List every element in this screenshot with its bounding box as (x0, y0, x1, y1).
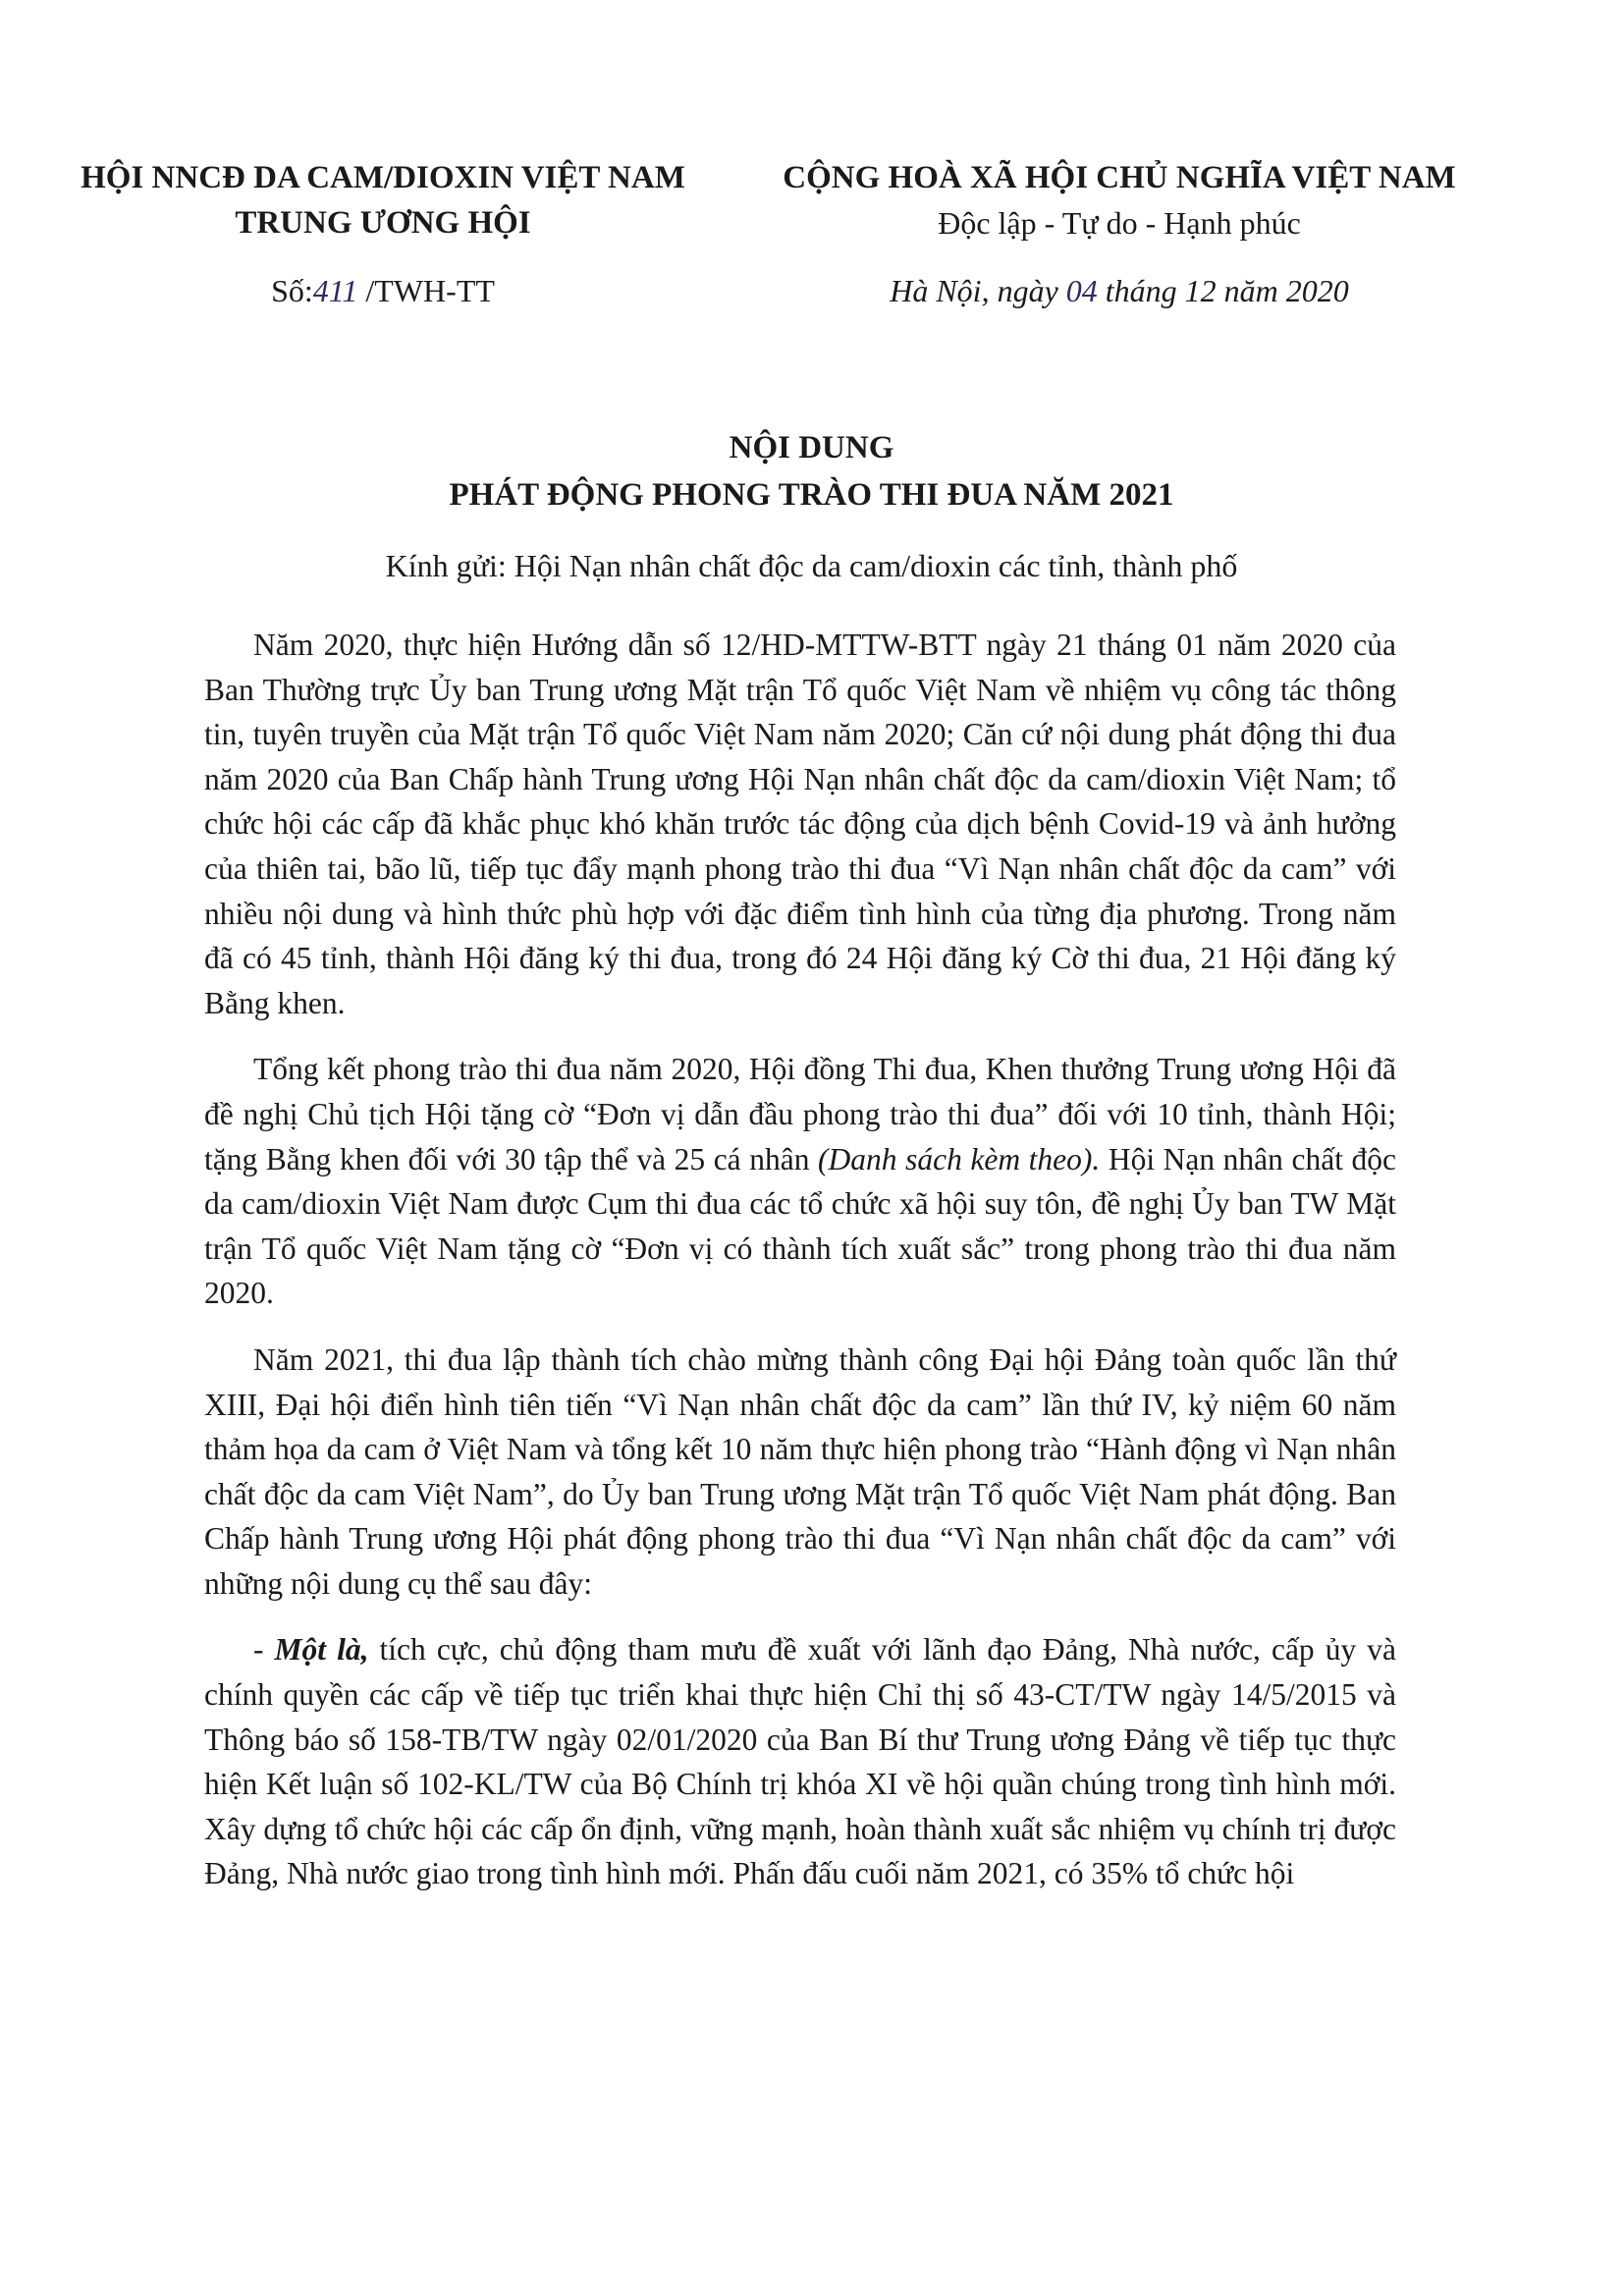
document-title (0, 424, 1623, 519)
title-line-2: PHÁT ĐỘNG PHONG TRÀO THI ĐUA NĂM 2021 (449, 477, 1174, 513)
paragraph-1: Năm 2020, thực hiện Hướng dẫn số 12/HD-MTTW-BTT ngày 21 tháng 01 năm 2020 của Ban Thường trực Ủy ban Trung ương Mặt trận Tổ quốc Việt Nam về nhiệm vụ công tác thông tin, tuyên truyền của Mặt trận Tổ quốc Việt Nam năm 2020; Căn cứ nội dung phát động thi đua năm 2020 của Ban Chấp hành Trung ương Hội Nạn nhân chất độc da cam/dioxin Việt Nam; tổ chức hội các cấp đã khắc phục khó khăn trước tác động của dịch bệnh Covid-19 và ảnh hưởng của thiên tai, bão lũ, tiếp tục đẩy mạnh phong trào thi đua “Vì Nạn nhân chất độc da cam” với nhiều nội dung và hình thức phù hợp với đặc điểm tình hình của từng địa phương. Trong năm đã có 45 tỉnh, thành Hội đăng ký thi đua, trong đó 24 Hội đăng ký Cờ thi đua, 21 Hội đăng ký Bằng khen. (204, 628, 1396, 1020)
document-number (49, 273, 717, 309)
issuer-organization: HỘI NNCĐ DA CAM/DIOXIN VIỆT NAM (81, 160, 685, 195)
paragraph-4 (204, 1627, 1396, 1896)
document-number-handwritten: 411 (312, 273, 358, 308)
paragraph-2-text-b: Hội Nạn nhân chất độc da cam/dioxin Việt Nam được Cụm thi đua các tổ chức xã hội suy tôn, đề nghị Ủy ban TW Mặt trận Tổ quốc Việt Nam tặng cờ “Đơn vị có thành tích xuất sắc” trong phong trào thi đua năm 2020. (204, 1141, 1396, 1311)
recipient-line: Kính gửi: Hội Nạn nhân chất độc da cam/dioxin các tỉnh, thành phố (385, 548, 1238, 583)
issuer-block (49, 155, 717, 246)
date-suffix: tháng 12 năm 2020 (1097, 273, 1349, 308)
national-motto: Độc lập - Tự do - Hạnh phúc (938, 205, 1301, 241)
national-motto-block (727, 155, 1512, 246)
paragraph-4-lead: Một là, (274, 1632, 369, 1667)
paragraph-2-italic-note: (Danh sách kèm theo). (818, 1141, 1101, 1176)
paragraph-4-dash: - (253, 1632, 275, 1667)
paragraph-3: Năm 2021, thi đua lập thành tích chào mừng thành công Đại hội Đảng toàn quốc lần thứ XIII, Đại hội điển hình tiên tiến “Vì Nạn nhân chất độc da cam” lần thứ IV, kỷ niệm 60 năm thảm họa da cam ở Việt Nam và tổng kết 10 năm thực hiện phong trào “Hành động vì Nạn nhân chất độc da cam Việt Nam”, do Ủy ban Trung ương Mặt trận Tổ quốc Việt Nam phát động. Ban Chấp hành Trung ương Hội phát động phong trào thi đua “Vì Nạn nhân chất độc da cam” với những nội dung cụ thể sau đây: (204, 1341, 1396, 1601)
date-prefix: Hà Nội, ngày (890, 273, 1066, 308)
country-name: CỘNG HOÀ XÃ HỘI CHỦ NGHĨA VIỆT NAM (783, 160, 1456, 195)
document-body (204, 623, 1396, 1896)
document-header (0, 155, 1623, 322)
date-day-handwritten: 04 (1065, 273, 1098, 308)
document-number-prefix: Số: (271, 273, 313, 308)
issuer-unit: TRUNG ƯƠNG HỘI (235, 205, 531, 241)
document-number-suffix: /TWH-TT (357, 273, 495, 308)
paragraph-4-text: tích cực, chủ động tham mưu đề xuất với lãnh đạo Đảng, Nhà nước, cấp ủy và chính quyền các cấp về tiếp tục triển khai thực hiện Chỉ thị số 43-CT/TW ngày 14/5/2015 và Thông báo số 158-TB/TW ngày 02/01/2020 của Ban Bí thư Trung ương Đảng về tiếp tục thực hiện Kết luận số 102-KL/TW của Bộ Chính trị khóa XI về hội quần chúng trong tình hình mới. Xây dựng tổ chức hội các cấp ổn định, vững mạnh, hoàn thành xuất sắc nhiệm vụ chính trị được Đảng, Nhà nước giao trong tình hình mới. Phấn đấu cuối năm 2021, có 35% tổ chức hội (204, 1632, 1397, 1891)
document-date (727, 273, 1512, 309)
paragraph-2-text-a: Tổng kết phong trào thi đua năm 2020, Hội đồng Thi đua, Khen thưởng Trung ương Hội đã đề nghị Chủ tịch Hội tặng cờ “Đơn vị dẫn đầu phong trào thi đua” đối với 10 tỉnh, thành Hội; tặng Bằng khen đối với 30 tập thể và 25 cá nhân (204, 1052, 1396, 1176)
paragraph-2 (204, 1047, 1396, 1316)
title-line-1: NỘI DUNG (729, 430, 894, 465)
